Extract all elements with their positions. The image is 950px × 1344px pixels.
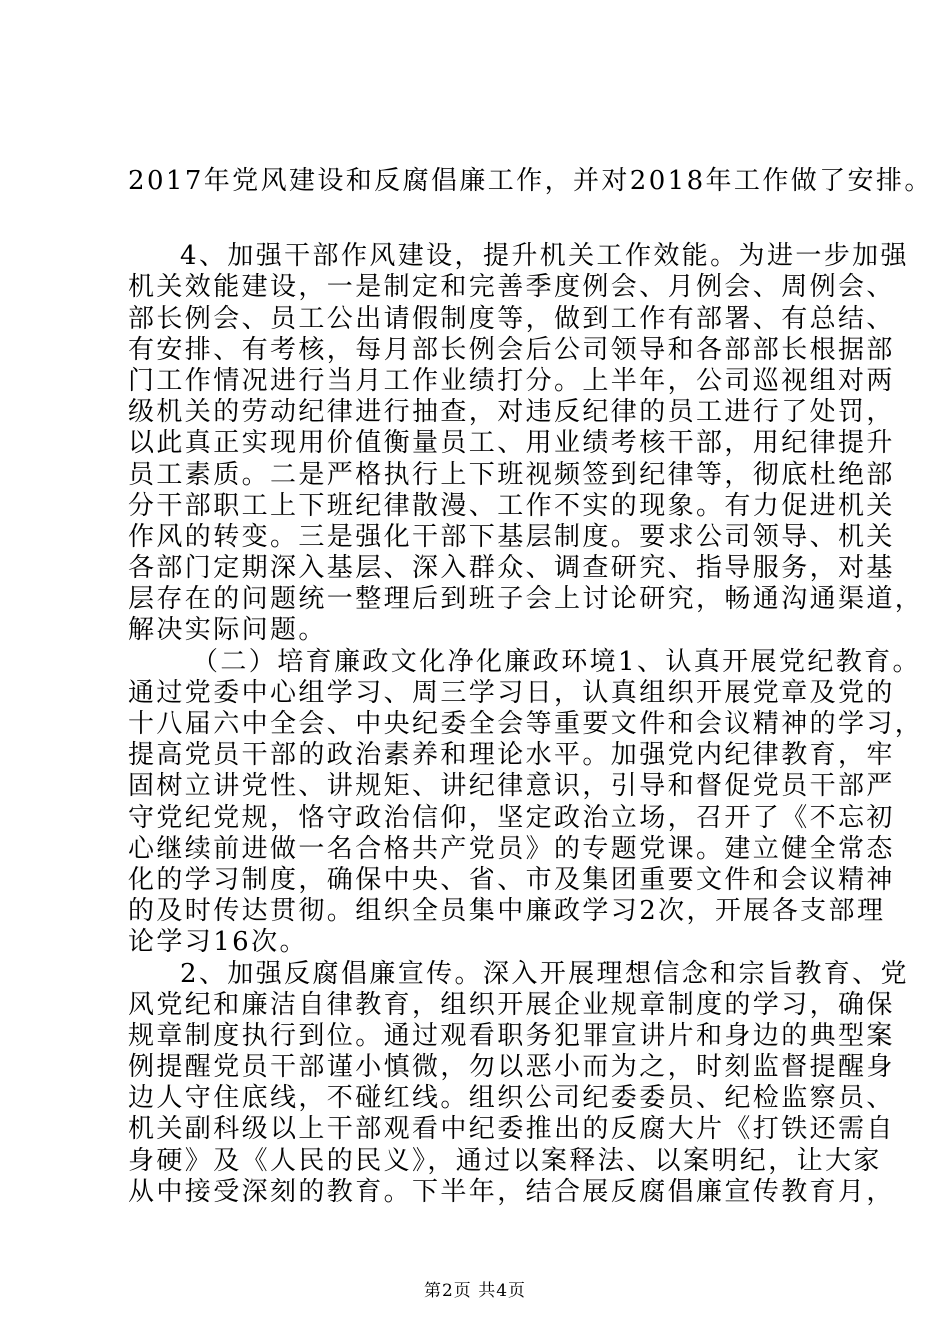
text-line: 通过党委中心组学习、周三学习日，认真组织开展党章及党的 <box>128 677 895 708</box>
text-line: 作风的转变。三是强化干部下基层制度。要求公司领导、机关 <box>128 521 895 552</box>
text-line: 以此真正实现用价值衡量员工、用业绩考核干部，用纪律提升 <box>128 428 895 459</box>
text-line: 员工素质。二是严格执行上下班视频签到纪律等，彻底杜绝部 <box>128 459 895 490</box>
text-line: 级机关的劳动纪律进行抽查，对违反纪律的员工进行了处罚， <box>128 397 895 428</box>
text-line: 层存在的问题统一整理后到班子会上讨论研究，畅通沟通渠道， <box>128 584 924 615</box>
text-line: 机关效能建设，一是制定和完善季度例会、月例会、周例会、 <box>128 272 895 303</box>
text-line: 例提醒党员干部谨小慎微，勿以恶小而为之，时刻监督提醒身 <box>128 1052 895 1083</box>
text-line: 提高党员干部的政治素养和理论水平。加强党内纪律教育，牢 <box>128 740 895 771</box>
page-number-footer: 第2页 共4页 <box>423 1281 527 1301</box>
text-line: 各部门定期深入基层、深入群众、调查研究、指导服务，对基 <box>128 553 895 584</box>
text-line: 固树立讲党性、讲规矩、讲纪律意识，引导和督促党员干部严 <box>128 771 895 802</box>
text-line: 心继续前进做一名合格共产党员》的专题党课。建立健全常态 <box>128 833 895 864</box>
text-line: （二）培育廉政文化净化廉政环境1、认真开展党纪教育。 <box>192 646 921 677</box>
text-line: 的及时传达贯彻。组织全员集中廉政学习2次，开展各支部理 <box>128 896 886 927</box>
text-line: 部长例会、员工公出请假制度等，做到工作有部署、有总结、 <box>128 303 895 334</box>
text-line: 4、加强干部作风建设，提升机关工作效能。为进一步加强 <box>180 241 909 272</box>
text-line: 机关副科级以上干部观看中纪委推出的反腐大片《打铁还需自 <box>128 1114 895 1145</box>
text-line: 从中接受深刻的教育。下半年，结合展反腐倡廉宣传教育月， <box>128 1176 895 1207</box>
text-line: 守党纪党规，恪守政治信仰，坚定政治立场，召开了《不忘初 <box>128 802 895 833</box>
text-line: 身硬》及《人民的民义》，通过以案释法、以案明纪，让大家 <box>128 1145 882 1176</box>
text-line: 分干部职工上下班纪律散漫、工作不实的现象。有力促进机关 <box>128 490 895 521</box>
text-line: 2、加强反腐倡廉宣传。深入开展理想信念和宗旨教育、党 <box>180 958 909 989</box>
text-line: 规章制度执行到位。通过观看职务犯罪宣讲片和身边的典型案 <box>128 1020 895 1051</box>
document-body <box>128 166 933 1208</box>
text-line: 化的学习制度，确保中央、省、市及集团重要文件和会议精神 <box>128 864 895 895</box>
text-line: 十八届六中全会、中央纪委全会等重要文件和会议精神的学习， <box>128 709 924 739</box>
text-line: 边人守住底线，不碰红线。组织公司纪委委员、纪检监察员、 <box>128 1083 895 1114</box>
paragraph-gap <box>128 197 828 241</box>
text-line: 有安排、有考核，每月部长例会后公司领导和各部部长根据部 <box>128 334 895 365</box>
text-line: 论学习16次。 <box>128 927 308 958</box>
text-line: 门工作情况进行当月工作业绩打分。上半年，公司巡视组对两 <box>128 365 895 396</box>
text-line: 解决实际问题。 <box>128 615 327 646</box>
text-line: 风党纪和廉洁自律教育，组织开展企业规章制度的学习，确保 <box>128 989 895 1020</box>
text-line: 2017年党风建设和反腐倡廉工作，并对2018年工作做了安排。 <box>128 166 933 196</box>
